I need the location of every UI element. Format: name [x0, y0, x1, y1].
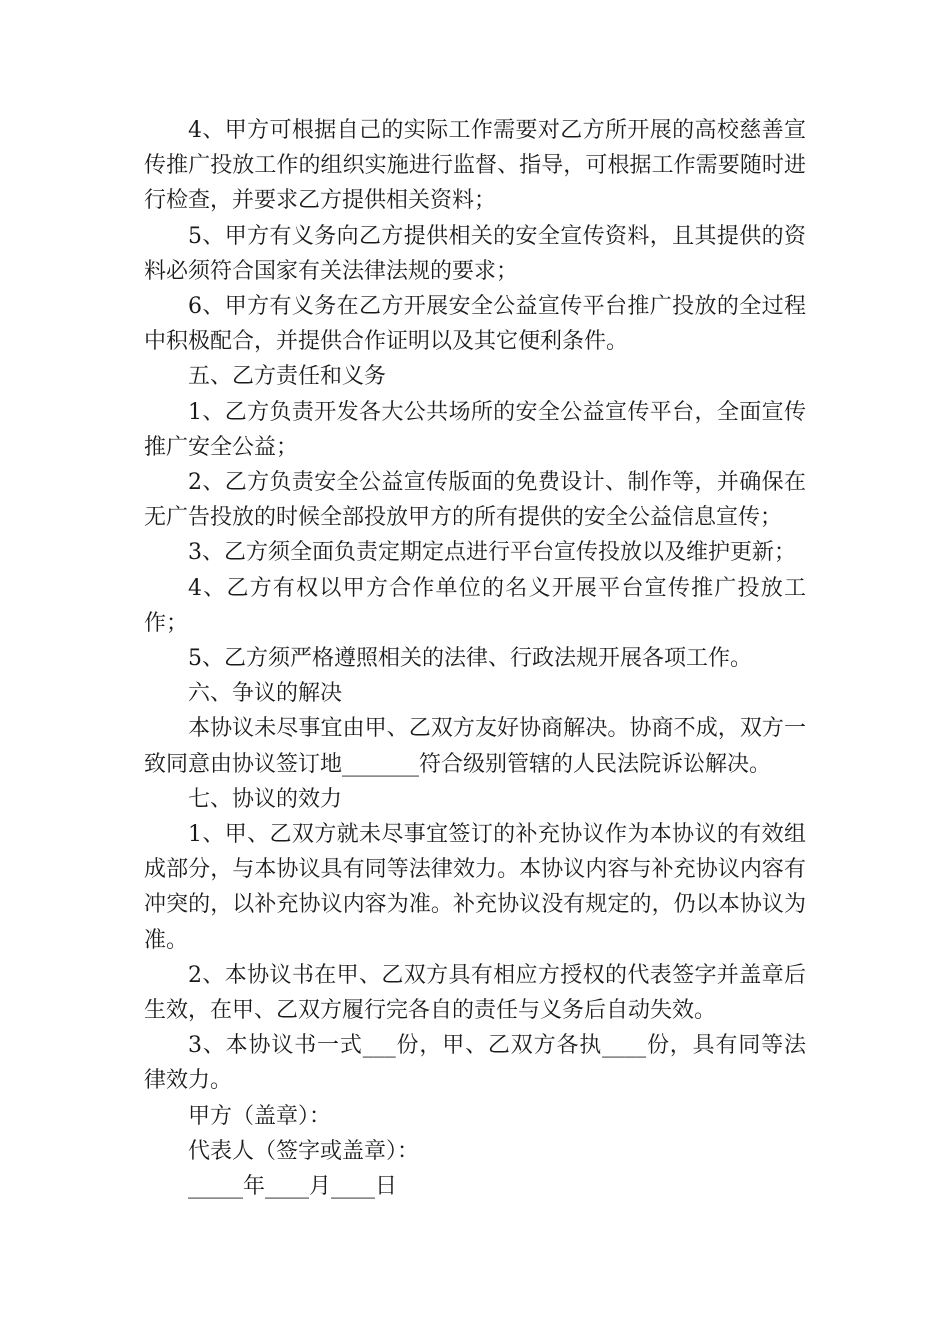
signature-representative: 代表人（签字或盖章）：	[188, 1138, 420, 1164]
clause-5-party-b-compliance: 5、乙方须严格遵照相关的法律、行政法规开展各项工作。	[188, 646, 752, 672]
document-body	[144, 113, 806, 1204]
signature-party-a-seal: 甲方（盖章）：	[188, 1103, 332, 1129]
clause-4-party-a-supervision: 4、甲方可根据自己的实际工作需要对乙方所开展的高校慈善宣传推广投放工作的组织实施进行监督、指导，可根据工作需要随时进行检查，并要求乙方提供相关资料；	[144, 118, 806, 214]
clause-3-copies: 3、本协议书一式___份，甲、乙双方各执____份，具有同等法律效力。	[144, 1033, 806, 1094]
section-heading-agreement-validity: 七、协议的效力	[188, 786, 343, 812]
clause-4-party-b-rights: 4、乙方有权以甲方合作单位的名义开展平台宣传推广投放工作；	[144, 575, 806, 636]
clause-2-effective-date: 2、本协议书在甲、乙双方具有相应方授权的代表签字并盖章后生效，在甲、乙双方履行完各自的责任与义务后自动失效。	[144, 962, 806, 1024]
section-heading-party-b-duties: 五、乙方责任和义务	[188, 364, 387, 390]
clause-5-party-a-materials: 5、甲方有义务向乙方提供相关的安全宣传资料，且其提供的资料必须符合国家有关法律法规的要求；	[144, 223, 806, 284]
signature-date: _____年____月____日	[188, 1174, 398, 1200]
dispute-resolution-text: 本协议未尽事宜由甲、乙双方友好协商解决。协商不成，双方一致同意由协议签订地_______符合级别管辖的人民法院诉讼解决。	[144, 716, 806, 777]
clause-2-party-b-design: 2、乙方负责安全公益宣传版面的免费设计、制作等，并确保在无广告投放的时候全部投放甲方的所有提供的安全公益信息宣传；	[144, 470, 806, 531]
clause-1-party-b-platform: 1、乙方负责开发各大公共场所的安全公益宣传平台，全面宣传推广安全公益；	[144, 399, 806, 460]
section-heading-dispute-resolution: 六、争议的解决	[188, 681, 343, 707]
clause-6-party-a-cooperation: 6、甲方有义务在乙方开展安全公益宣传平台推广投放的全过程中积极配合，并提供合作证明以及其它便利条件。	[144, 294, 806, 355]
clause-3-party-b-maintenance: 3、乙方须全面负责定期定点进行平台宣传投放以及维护更新；	[188, 540, 796, 566]
clause-1-supplementary-agreement: 1、甲、乙双方就未尽事宜签订的补充协议作为本协议的有效组成部分，与本协议具有同等法律效力。本协议内容与补充协议内容有冲突的，以补充协议内容为准。补充协议没有规定的，仍以本协议为准。	[144, 822, 806, 953]
